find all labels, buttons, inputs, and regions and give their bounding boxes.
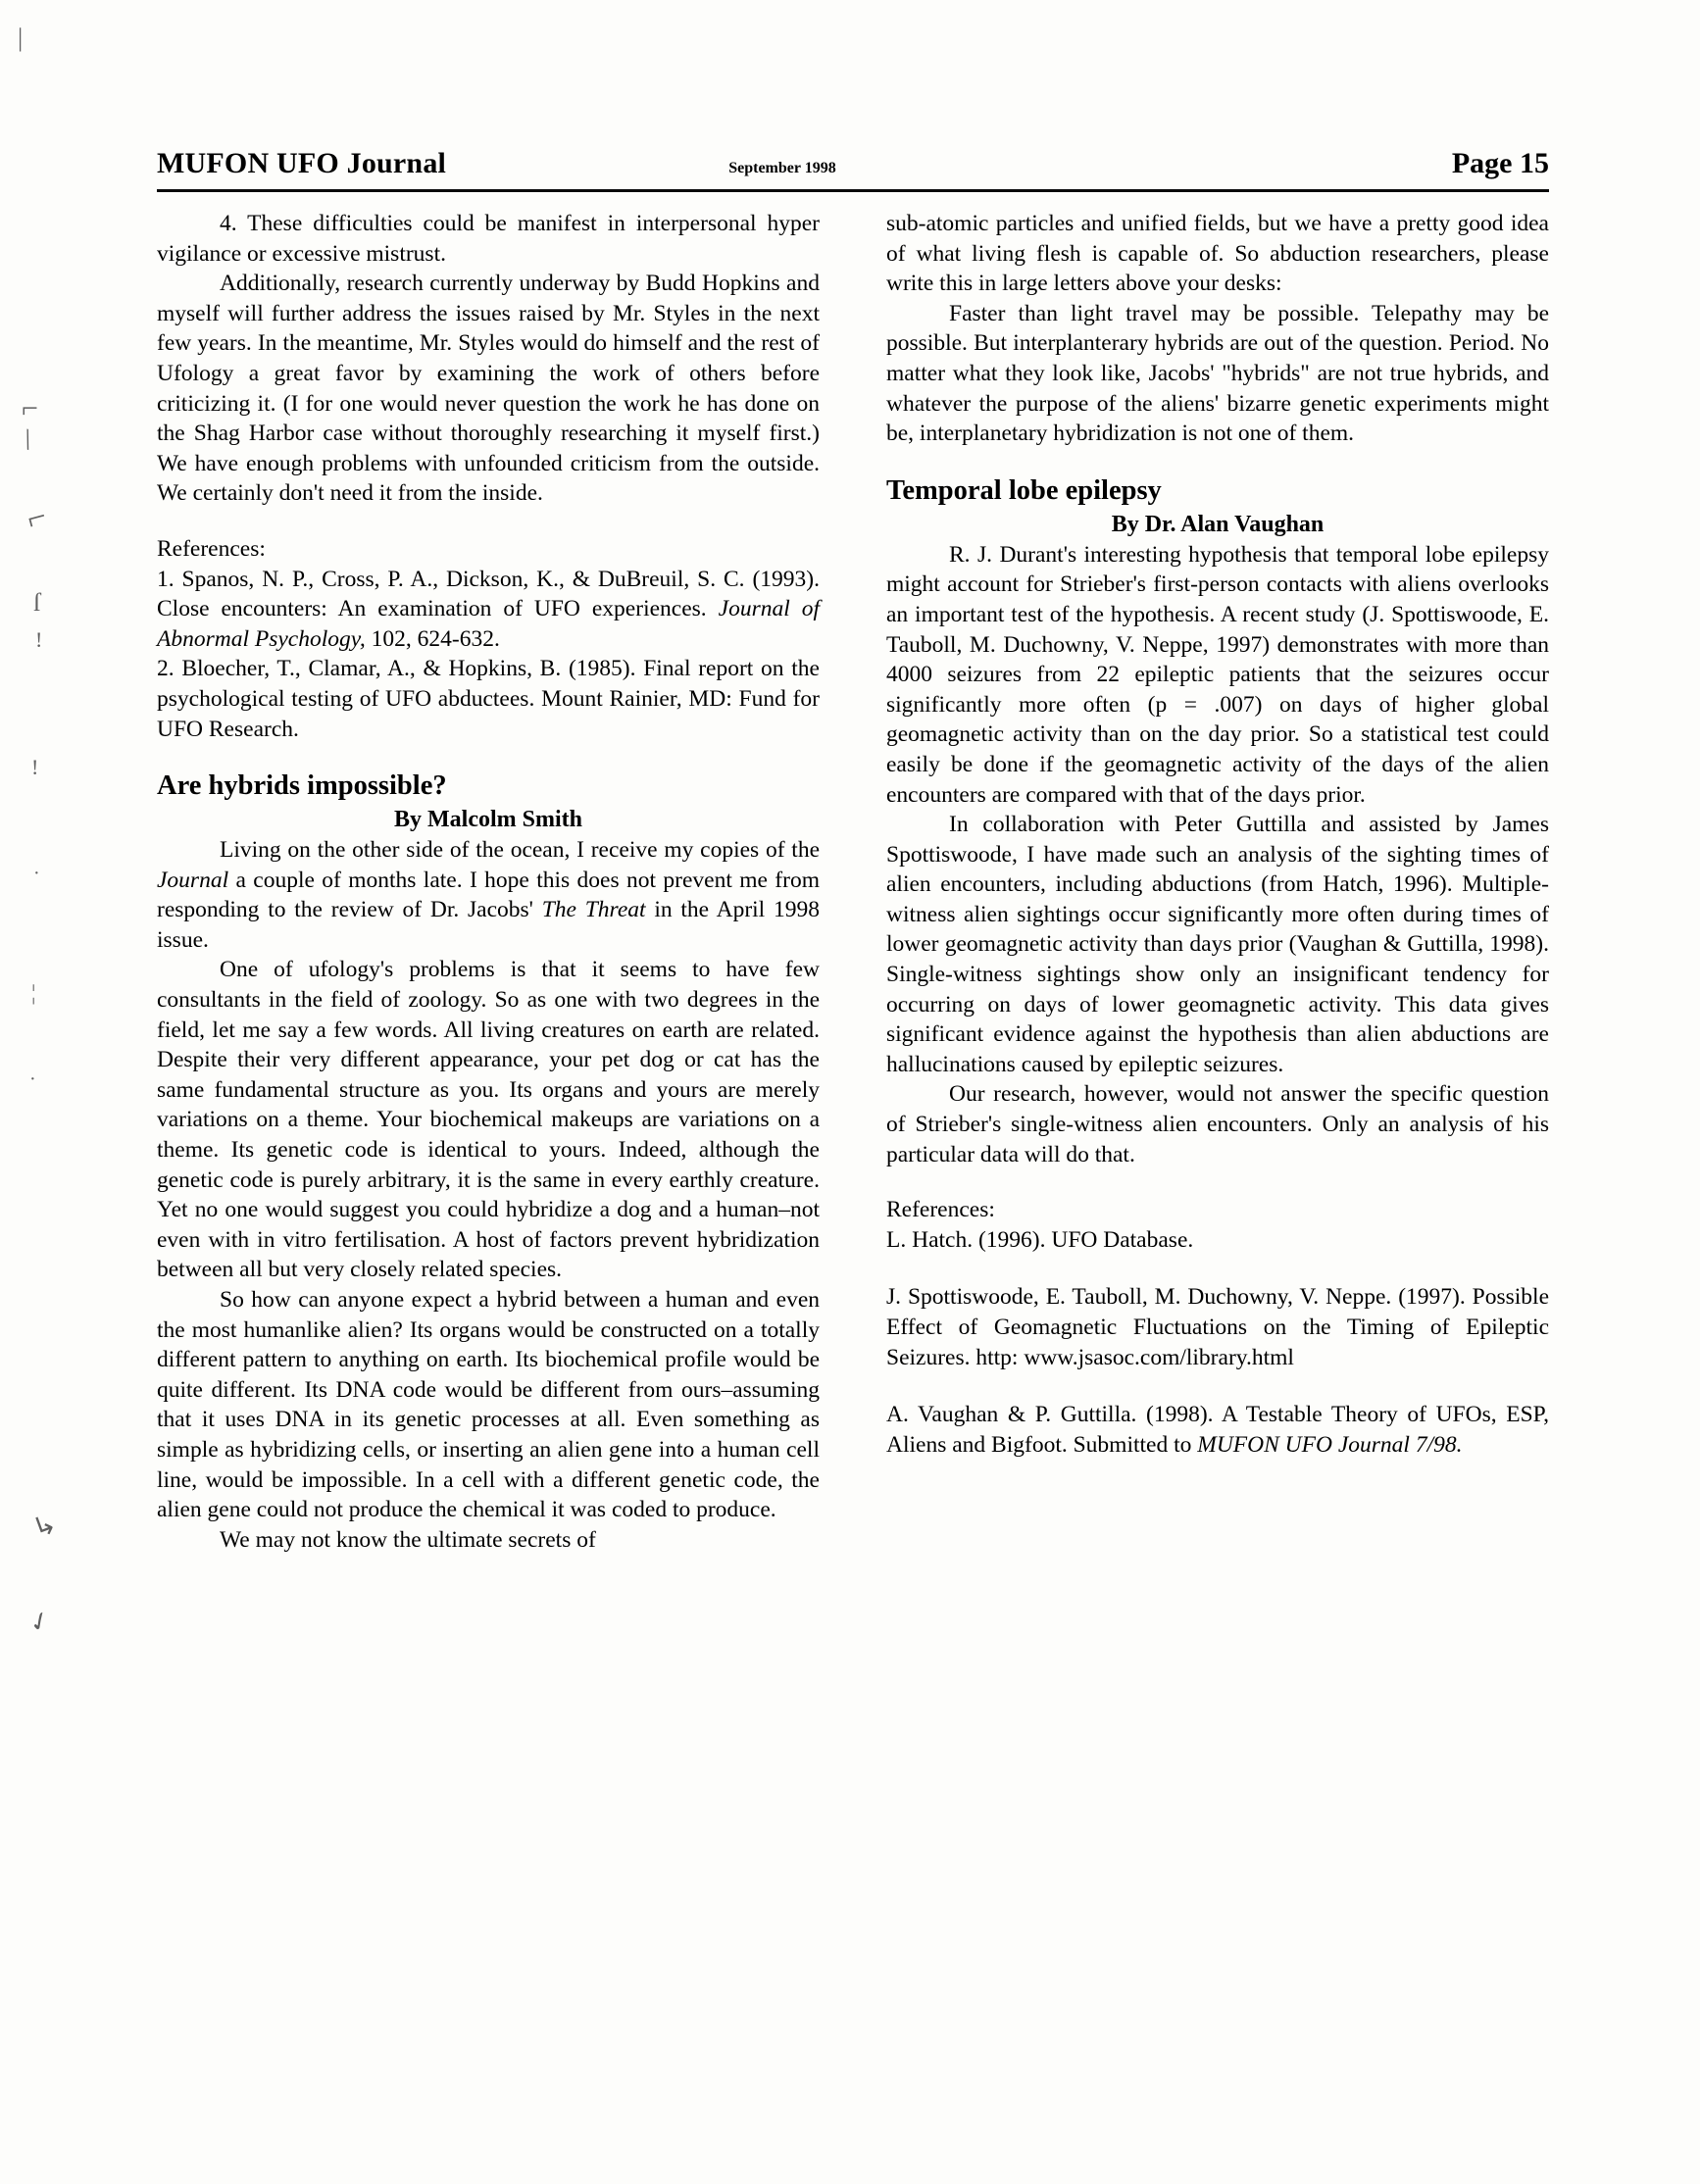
reference-text-part: 102, 624-632.: [365, 625, 500, 652]
reference-item: J. Spottiswoode, E. Tauboll, M. Duchowny, V. Neppe. (1997). Possible Effect of Geomagnetic Fluctuations on the Timing of Epileptic Seizures. http: www.jsasoc.com/library.html: [886, 1284, 1549, 1370]
article-headline: Are hybrids impossible?: [157, 770, 447, 802]
page-header: [157, 147, 1549, 180]
scan-speckle: ·: [33, 863, 40, 884]
scan-speckle: ¦: [31, 980, 36, 1005]
spacer: [886, 1255, 1549, 1282]
italic-book-title: The Threat: [541, 897, 646, 923]
paragraph: Faster than light travel may be possible. Telepathy may be possible. But interplanterary hybrids are out of the question. Period. No matter what they look like, Jacobs' "hybrids" are not true hybrids, and whatever the purpose of the aliens' bizarre genetic experiments might be, interplanetary hybridization is not one of them.: [886, 300, 1549, 447]
two-column-body: [157, 209, 1549, 1555]
paragraph-part: in the April 1998 issue.: [157, 897, 820, 953]
scan-speckle: ✓: [24, 1604, 56, 1640]
scan-speckle: ⌐: [23, 498, 51, 538]
reference-item: 2. Bloecher, T., Clamar, A., & Hopkins, B. (1985). Final report on the psychological testing of UFO abductees. Mount Rainier, MD: Fund for UFO Research.: [157, 656, 820, 742]
scan-speckle: |: [18, 24, 24, 52]
references-heading: References:: [886, 1197, 995, 1223]
paragraph-part: a couple of months late. I hope this does not prevent me from responding to the review of Dr. Jacobs': [157, 867, 820, 923]
issue-date: September 1998: [728, 160, 836, 176]
page-number: Page 15: [1451, 147, 1549, 179]
scan-speckle: !: [35, 627, 43, 652]
article-byline: By Malcolm Smith: [394, 807, 582, 833]
paragraph: [157, 835, 820, 955]
reference-item: [886, 1400, 1549, 1460]
article-headline: Temporal lobe epilepsy: [886, 474, 1162, 506]
left-column: [157, 209, 820, 1555]
reference-item: [157, 565, 820, 655]
header-rule: [157, 189, 1549, 192]
reference-text-part: 1. Spanos, N. P., Cross, P. A., Dickson, K., & DuBreuil, S. C. (1993). Close encounters: An examination of UFO experiences.: [157, 566, 820, 622]
paragraph: R. J. Durant's interesting hypothesis that temporal lobe epilepsy might account for Strieber's first-person contacts with aliens overlooks an important test of the hypothesis. A recent study (J. Spottiswoode, E. Tauboll, M. Duchowny, V. Neppe, 1997) demonstrates with more than 4000 seizures from 22 epileptic patients that the seizures occur significantly more often (p = .007) on days of higher global geomagnetic activity than on the day prior. So a statistical test could easily be done if the geomagnetic activity of the days of the alien encounters are compared with that of the days prior.: [886, 541, 1549, 808]
scan-speckle: !: [31, 755, 39, 779]
reference-item: L. Hatch. (1996). UFO Database.: [886, 1226, 1194, 1253]
paragraph: So how can anyone expect a hybrid between a human and even the most humanlike alien? Its organs would be constructed on a totally different pattern to anything on earth. Its biochemical profile would be quite different. Its DNA code would be different from ours–assuming that it uses DNA in its genetic processes at all. Even something as simple as hybridizing cells, or inserting an alien gene into a human cell line, would be impossible. In a cell with a different genetic code, the alien gene could not produce the chemical it was coded to produce.: [157, 1287, 820, 1523]
scan-speckle: ·: [29, 1068, 36, 1090]
journal-title: MUFON UFO Journal: [157, 147, 447, 179]
reference-journal-title: MUFON UFO Journal 7/98.: [1197, 1431, 1463, 1458]
scan-speckle: \: [19, 422, 37, 457]
reference-journal-title: Journal of Abnormal Psychology,: [157, 596, 821, 652]
scan-speckle: ⌐: [22, 392, 38, 424]
right-column: [886, 209, 1549, 1555]
reference-text-part: A. Vaughan & P. Guttilla. (1998). A Testable Theory of UFOs, ESP, Aliens and Bigfoot. Submitted to: [886, 1402, 1549, 1458]
paragraph: In collaboration with Peter Guttilla and assisted by James Spottiswoode, I have made such an analysis of the sighting times of alien encounters, including abductions (from Hatch, 1996). Multiple-witness alien sightings occur significantly more often during times of lower geomagnetic activity than days prior (Vaughan & Guttilla, 1998). Single-witness sightings show only an insignificant tendency for occurring on days of lower geomagnetic activity. This data gives significant evidence against the hypothesis than alien abductions are hallucinations caused by epileptic seizures.: [886, 812, 1549, 1077]
scan-speckle: ſ: [33, 588, 41, 617]
paragraph-part: Living on the other side of the ocean, I receive my copies of the: [220, 837, 820, 864]
scan-speckle: ↳: [28, 1508, 62, 1546]
spacer: [886, 1372, 1549, 1400]
paragraph: Additionally, research currently underway by Budd Hopkins and myself will further address the issues raised by Mr. Styles in the next few years. In the meantime, Mr. Styles would do himself and the rest of Ufology a great favor by examining the work of others before criticizing it. (I for one would never question the work he has done on the Shag Harbor case without thoroughly researching it myself first.) We have enough problems with unfounded criticism from the outside. We certainly don't need it from the inside.: [157, 271, 820, 507]
italic-journal-word: Journal: [157, 867, 229, 893]
references-heading: References:: [157, 535, 266, 562]
paragraph: One of ufology's problems is that it seems to have few consultants in the field of zoology. So as one with two degrees in the field, let me say a few words. All living creatures on earth are related. Despite their very different appearance, your pet dog or cat has the same fundamental structure as you. Its organs and yours are merely variations on a theme. Your biochemical makeups are variations on a theme. Its genetic code is identical to yours. Indeed, although the genetic code is purely arbitrary, it is the same in every earthly creature. Yet no one would suggest you could hybridize a dog and a human–not even with in vitro fertilisation. A host of factors prevent hybridization between all but very closely related species.: [157, 957, 820, 1283]
page-content: [157, 147, 1549, 1555]
paragraph: sub-atomic particles and unified fields, but we have a pretty good idea of what living flesh is capable of. So abduction researchers, please write this in large letters above your desks:: [886, 211, 1549, 297]
paragraph: 4. These difficulties could be manifest in interpersonal hyper vigilance or excessive mistrust.: [157, 211, 820, 267]
paragraph: We may not know the ultimate secrets of: [220, 1526, 596, 1553]
article-byline: By Dr. Alan Vaughan: [1111, 511, 1325, 537]
paragraph: Our research, however, would not answer the specific question of Strieber's single-witness alien encounters. Only an analysis of his particular data will do that.: [886, 1081, 1549, 1167]
